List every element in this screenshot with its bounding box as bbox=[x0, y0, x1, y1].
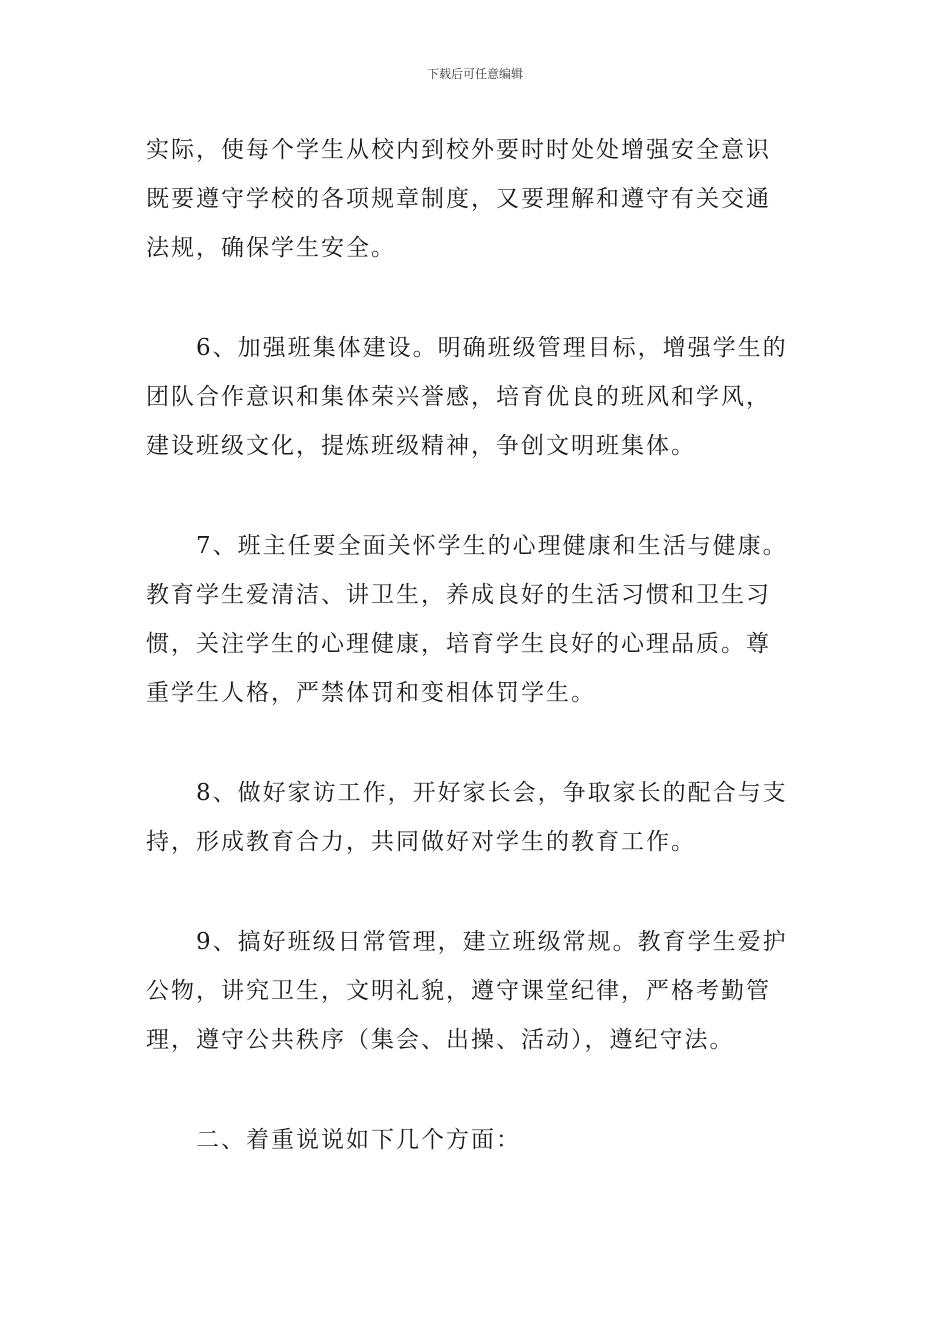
text-line: 团队合作意识和集体荣兴誉感，培育优良的班风和学风， bbox=[146, 384, 771, 410]
section-heading bbox=[146, 1116, 810, 1165]
text-line: 惯，关注学生的心理健康，培育学生良好的心理品质。尊 bbox=[146, 631, 771, 657]
paragraph-gap bbox=[146, 867, 810, 918]
paragraph bbox=[146, 522, 810, 718]
text-line: 重学生人格，严禁体罚和变相体罚学生。 bbox=[146, 680, 596, 706]
paragraph bbox=[146, 769, 810, 867]
text-line: 理，遵守公共秩序（集会、出操、活动），遵纪守法。 bbox=[146, 1027, 735, 1053]
paragraph-gap bbox=[146, 273, 810, 324]
paragraph bbox=[146, 126, 810, 273]
page-header: 下载后可任意编辑 bbox=[426, 67, 523, 81]
document-body bbox=[146, 126, 810, 1165]
text-line: 法规，确保学生安全。 bbox=[146, 235, 396, 261]
text-line: 实际，使每个学生从校内到校外要时时处处增强安全意识 bbox=[146, 137, 771, 163]
text-line: 公物，讲究卫生，文明礼貌，遵守课堂纪律，严格考勤管 bbox=[146, 978, 771, 1004]
text-line: 7、班主任要全面关怀学生的心理健康和生活与健康。 bbox=[146, 533, 788, 559]
text-line: 教育学生爱清洁、讲卫生，养成良好的生活习惯和卫生习 bbox=[146, 582, 771, 608]
text-line: 6、加强班集体建设。明确班级管理目标，增强学生的 bbox=[146, 335, 788, 361]
text-line: 二、着重说说如下几个方面： bbox=[146, 1127, 521, 1153]
text-line: 建设班级文化，提炼班级精神，争创文明班集体。 bbox=[146, 433, 696, 459]
text-line: 既要遵守学校的各项规章制度，又要理解和遵守有关交通 bbox=[146, 186, 771, 212]
paragraph-gap bbox=[146, 1065, 810, 1116]
text-line: 8、做好家访工作，开好家长会，争取家长的配合与支 bbox=[146, 780, 788, 806]
paragraph bbox=[146, 918, 810, 1065]
text-line: 9、搞好班级日常管理，建立班级常规。教育学生爱护 bbox=[146, 929, 788, 955]
text-line: 持，形成教育合力，共同做好对学生的教育工作。 bbox=[146, 829, 696, 855]
paragraph-gap bbox=[146, 718, 810, 769]
paragraph bbox=[146, 324, 810, 471]
paragraph-gap bbox=[146, 471, 810, 522]
